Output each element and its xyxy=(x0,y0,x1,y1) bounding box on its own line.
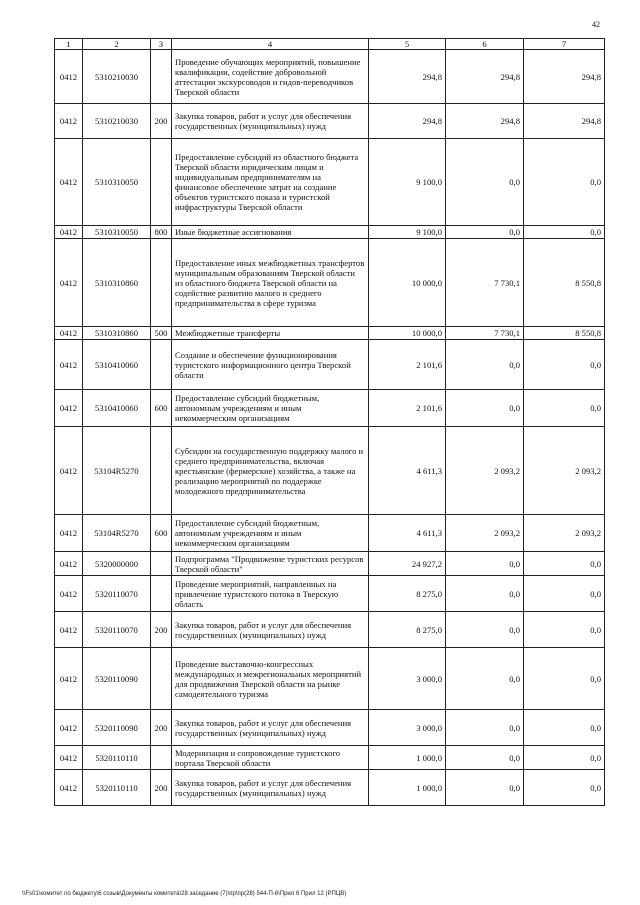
table-cell-amount-2018: 24 927,2 xyxy=(369,552,446,576)
table-cell-description: Предоставление иных межбюджетных трансфертов муниципальным образованиям Тверской области из областного бюджета Тверской области на содействие развитию малого и среднего предпринимательства в сфере туризма xyxy=(172,239,369,327)
table-row xyxy=(55,427,605,515)
footer-file-path: \\Fs01\комитет по бюджету\6 созыв\Документы комитета\28 заседание (7)\пр\пр(28) 544-П-6\Прил 6 Прил 12 (РПЦВ) xyxy=(22,891,347,897)
table-cell-description: Закупка товаров, работ и услуг для обеспечения государственных (муниципальных) нужд xyxy=(172,612,369,648)
table-row xyxy=(55,648,605,710)
table-cell-amount-2018: 3 000,0 xyxy=(369,648,446,710)
table-cell-amount-2020: 2 093,2 xyxy=(524,427,605,515)
table-cell-description: Создание и обеспечение функционирования туристского информационного центра Тверской области xyxy=(172,340,369,390)
table-cell-description: Модернизация и сопровождение туристского портала Тверской области xyxy=(172,746,369,770)
table-row xyxy=(55,340,605,390)
table-cell-amount-2018: 9 100,0 xyxy=(369,139,446,226)
table-cell-expense-type xyxy=(151,576,172,612)
table-cell-expense-type xyxy=(151,648,172,710)
table-cell-amount-2020: 0,0 xyxy=(524,746,605,770)
table-cell-expense-type xyxy=(151,139,172,226)
table-cell-section: 0412 xyxy=(55,104,83,139)
table-cell-amount-2019: 0,0 xyxy=(446,710,524,746)
table-cell-amount-2019: 0,0 xyxy=(446,226,524,239)
table-cell-section: 0412 xyxy=(55,327,83,340)
table-cell-target-code: 5320110090 xyxy=(83,648,151,710)
table-cell-amount-2018: 294,8 xyxy=(369,50,446,104)
table-cell-expense-type: 200 xyxy=(151,710,172,746)
table-cell-description: Предоставление субсидий из областного бюджета Тверской области юридическим лицам и индивидуальным предпринимателям на финансовое обеспечение затрат на создание объектов туристского показа и туристской инфраструктуры Тверской области xyxy=(172,139,369,226)
table-cell-description: Субсидии на государственную поддержку малого и среднего предпринимательства, включая крестьянские (фермерские) хозяйства, а также на реализацию мероприятий по поддержке молодежного предпринимательства xyxy=(172,427,369,515)
page-number: 42 xyxy=(592,20,600,29)
table-row xyxy=(55,746,605,770)
table-cell-description: Закупка товаров, работ и услуг для обеспечения государственных (муниципальных) нужд xyxy=(172,770,369,806)
table-row xyxy=(55,576,605,612)
table-row xyxy=(55,710,605,746)
table-cell-amount-2020: 2 093,2 xyxy=(524,515,605,552)
table-cell-target-code: 5320110110 xyxy=(83,770,151,806)
table-cell-target-code: 5310210030 xyxy=(83,104,151,139)
table-cell-section: 0412 xyxy=(55,427,83,515)
table-cell-target-code: 5310310050 xyxy=(83,139,151,226)
column-header: 2 xyxy=(83,39,151,50)
table-row xyxy=(55,239,605,327)
table-row xyxy=(55,104,605,139)
table-cell-section: 0412 xyxy=(55,576,83,612)
table-cell-description: Проведение мероприятий, направленных на привлечение туристского потока в Тверскую область xyxy=(172,576,369,612)
table-cell-amount-2018: 8 275,0 xyxy=(369,612,446,648)
table-cell-expense-type: 600 xyxy=(151,515,172,552)
column-header: 6 xyxy=(446,39,524,50)
table-cell-target-code: 5320110090 xyxy=(83,710,151,746)
table-cell-target-code: 5320110110 xyxy=(83,746,151,770)
table-cell-amount-2020: 0,0 xyxy=(524,612,605,648)
table-cell-target-code: 5310310050 xyxy=(83,226,151,239)
table-cell-amount-2018: 4 611,3 xyxy=(369,427,446,515)
table-cell-description: Подпрограмма "Продвижение туристских ресурсов Тверской области" xyxy=(172,552,369,576)
table-cell-expense-type: 800 xyxy=(151,226,172,239)
table-cell-amount-2020: 0,0 xyxy=(524,390,605,427)
table-cell-amount-2018: 9 100,0 xyxy=(369,226,446,239)
table-cell-amount-2019: 7 730,1 xyxy=(446,327,524,340)
column-header: 5 xyxy=(369,39,446,50)
table-cell-amount-2018: 2 101,6 xyxy=(369,390,446,427)
table-cell-target-code: 5310310860 xyxy=(83,327,151,340)
table-cell-target-code: 5310310860 xyxy=(83,239,151,327)
table-cell-amount-2020: 0,0 xyxy=(524,226,605,239)
column-header: 3 xyxy=(151,39,172,50)
table-cell-expense-type: 200 xyxy=(151,770,172,806)
column-header: 1 xyxy=(55,39,83,50)
table-header-row xyxy=(55,39,605,50)
table-cell-target-code: 5310210030 xyxy=(83,50,151,104)
table-cell-amount-2020: 0,0 xyxy=(524,770,605,806)
table-cell-amount-2019: 0,0 xyxy=(446,340,524,390)
table-cell-target-code: 5320110070 xyxy=(83,612,151,648)
table-cell-section: 0412 xyxy=(55,770,83,806)
table-row xyxy=(55,552,605,576)
table-cell-target-code: 5310410060 xyxy=(83,390,151,427)
table-cell-target-code: 53104R5270 xyxy=(83,515,151,552)
table-cell-section: 0412 xyxy=(55,552,83,576)
column-header: 4 xyxy=(172,39,369,50)
table-cell-section: 0412 xyxy=(55,710,83,746)
table-cell-expense-type xyxy=(151,552,172,576)
table-cell-amount-2019: 0,0 xyxy=(446,770,524,806)
table-cell-section: 0412 xyxy=(55,515,83,552)
table-cell-amount-2018: 4 611,3 xyxy=(369,515,446,552)
table-cell-description: Предоставление субсидий бюджетным, автономным учреждениям и иным некоммерческим организациям xyxy=(172,515,369,552)
table-cell-amount-2018: 10 000,0 xyxy=(369,239,446,327)
table-row xyxy=(55,50,605,104)
table-cell-amount-2018: 10 000,0 xyxy=(369,327,446,340)
table-cell-section: 0412 xyxy=(55,612,83,648)
table-cell-description: Предоставление субсидий бюджетным, автономным учреждениям и иным некоммерческим организациям xyxy=(172,390,369,427)
table-cell-description: Закупка товаров, работ и услуг для обеспечения государственных (муниципальных) нужд xyxy=(172,104,369,139)
table-cell-expense-type: 600 xyxy=(151,390,172,427)
table-cell-section: 0412 xyxy=(55,648,83,710)
table-cell-amount-2019: 0,0 xyxy=(446,612,524,648)
table-row xyxy=(55,515,605,552)
table-cell-amount-2018: 1 000,0 xyxy=(369,770,446,806)
table-cell-amount-2019: 0,0 xyxy=(446,576,524,612)
table-cell-amount-2019: 0,0 xyxy=(446,746,524,770)
table-cell-amount-2020: 0,0 xyxy=(524,710,605,746)
table-cell-amount-2018: 2 101,6 xyxy=(369,340,446,390)
table-cell-amount-2020: 0,0 xyxy=(524,139,605,226)
table-cell-amount-2020: 294,8 xyxy=(524,104,605,139)
table-cell-amount-2020: 0,0 xyxy=(524,576,605,612)
table-row xyxy=(55,770,605,806)
table-cell-section: 0412 xyxy=(55,390,83,427)
table-row xyxy=(55,390,605,427)
table-cell-section: 0412 xyxy=(55,226,83,239)
table-cell-section: 0412 xyxy=(55,139,83,226)
table-cell-description: Закупка товаров, работ и услуг для обеспечения государственных (муниципальных) нужд xyxy=(172,710,369,746)
table-cell-description: Иные бюджетные ассигнования xyxy=(172,226,369,239)
table-row xyxy=(55,327,605,340)
table-row xyxy=(55,139,605,226)
table-cell-amount-2018: 8 275,0 xyxy=(369,576,446,612)
table-cell-expense-type: 200 xyxy=(151,612,172,648)
table-cell-expense-type: 200 xyxy=(151,104,172,139)
table-cell-amount-2019: 2 093,2 xyxy=(446,515,524,552)
table-cell-target-code: 5310410060 xyxy=(83,340,151,390)
table-cell-amount-2018: 3 000,0 xyxy=(369,710,446,746)
table-row xyxy=(55,612,605,648)
table-cell-target-code: 5320110070 xyxy=(83,576,151,612)
table-cell-amount-2020: 0,0 xyxy=(524,552,605,576)
table-cell-section: 0412 xyxy=(55,746,83,770)
table-cell-amount-2018: 294,8 xyxy=(369,104,446,139)
table-cell-amount-2020: 294,8 xyxy=(524,50,605,104)
table-cell-description: Проведение обучающих мероприятий, повышение квалификации, содействие добровольной аттестации экскурсоводов и гидов-переводчиков Тверской области xyxy=(172,50,369,104)
table-row xyxy=(55,226,605,239)
table-cell-amount-2019: 0,0 xyxy=(446,648,524,710)
table-cell-amount-2019: 0,0 xyxy=(446,390,524,427)
table-cell-amount-2018: 1 000,0 xyxy=(369,746,446,770)
table-cell-amount-2020: 0,0 xyxy=(524,648,605,710)
table-cell-amount-2020: 0,0 xyxy=(524,340,605,390)
table-cell-expense-type xyxy=(151,239,172,327)
table-cell-amount-2019: 294,8 xyxy=(446,50,524,104)
table-cell-description: Проведение выставочно-конгрессных международных и межрегиональных мероприятий для продвижения Тверской области на рынке самодеятельного туризма xyxy=(172,648,369,710)
budget-table xyxy=(54,38,605,806)
table-cell-expense-type xyxy=(151,340,172,390)
table-cell-amount-2020: 8 550,8 xyxy=(524,239,605,327)
table-cell-amount-2019: 0,0 xyxy=(446,139,524,226)
table-cell-expense-type xyxy=(151,427,172,515)
table-cell-amount-2019: 2 093,2 xyxy=(446,427,524,515)
table-cell-amount-2019: 294,8 xyxy=(446,104,524,139)
table-cell-amount-2019: 0,0 xyxy=(446,552,524,576)
table-cell-amount-2019: 7 730,1 xyxy=(446,239,524,327)
table-cell-section: 0412 xyxy=(55,239,83,327)
table-cell-section: 0412 xyxy=(55,50,83,104)
table-cell-target-code: 5320000000 xyxy=(83,552,151,576)
table-cell-expense-type: 500 xyxy=(151,327,172,340)
table-cell-expense-type xyxy=(151,746,172,770)
column-header: 7 xyxy=(524,39,605,50)
table-cell-description: Межбюджетные трансферты xyxy=(172,327,369,340)
table-cell-target-code: 53104R5270 xyxy=(83,427,151,515)
table-cell-amount-2020: 8 550,8 xyxy=(524,327,605,340)
table-cell-expense-type xyxy=(151,50,172,104)
table-cell-section: 0412 xyxy=(55,340,83,390)
